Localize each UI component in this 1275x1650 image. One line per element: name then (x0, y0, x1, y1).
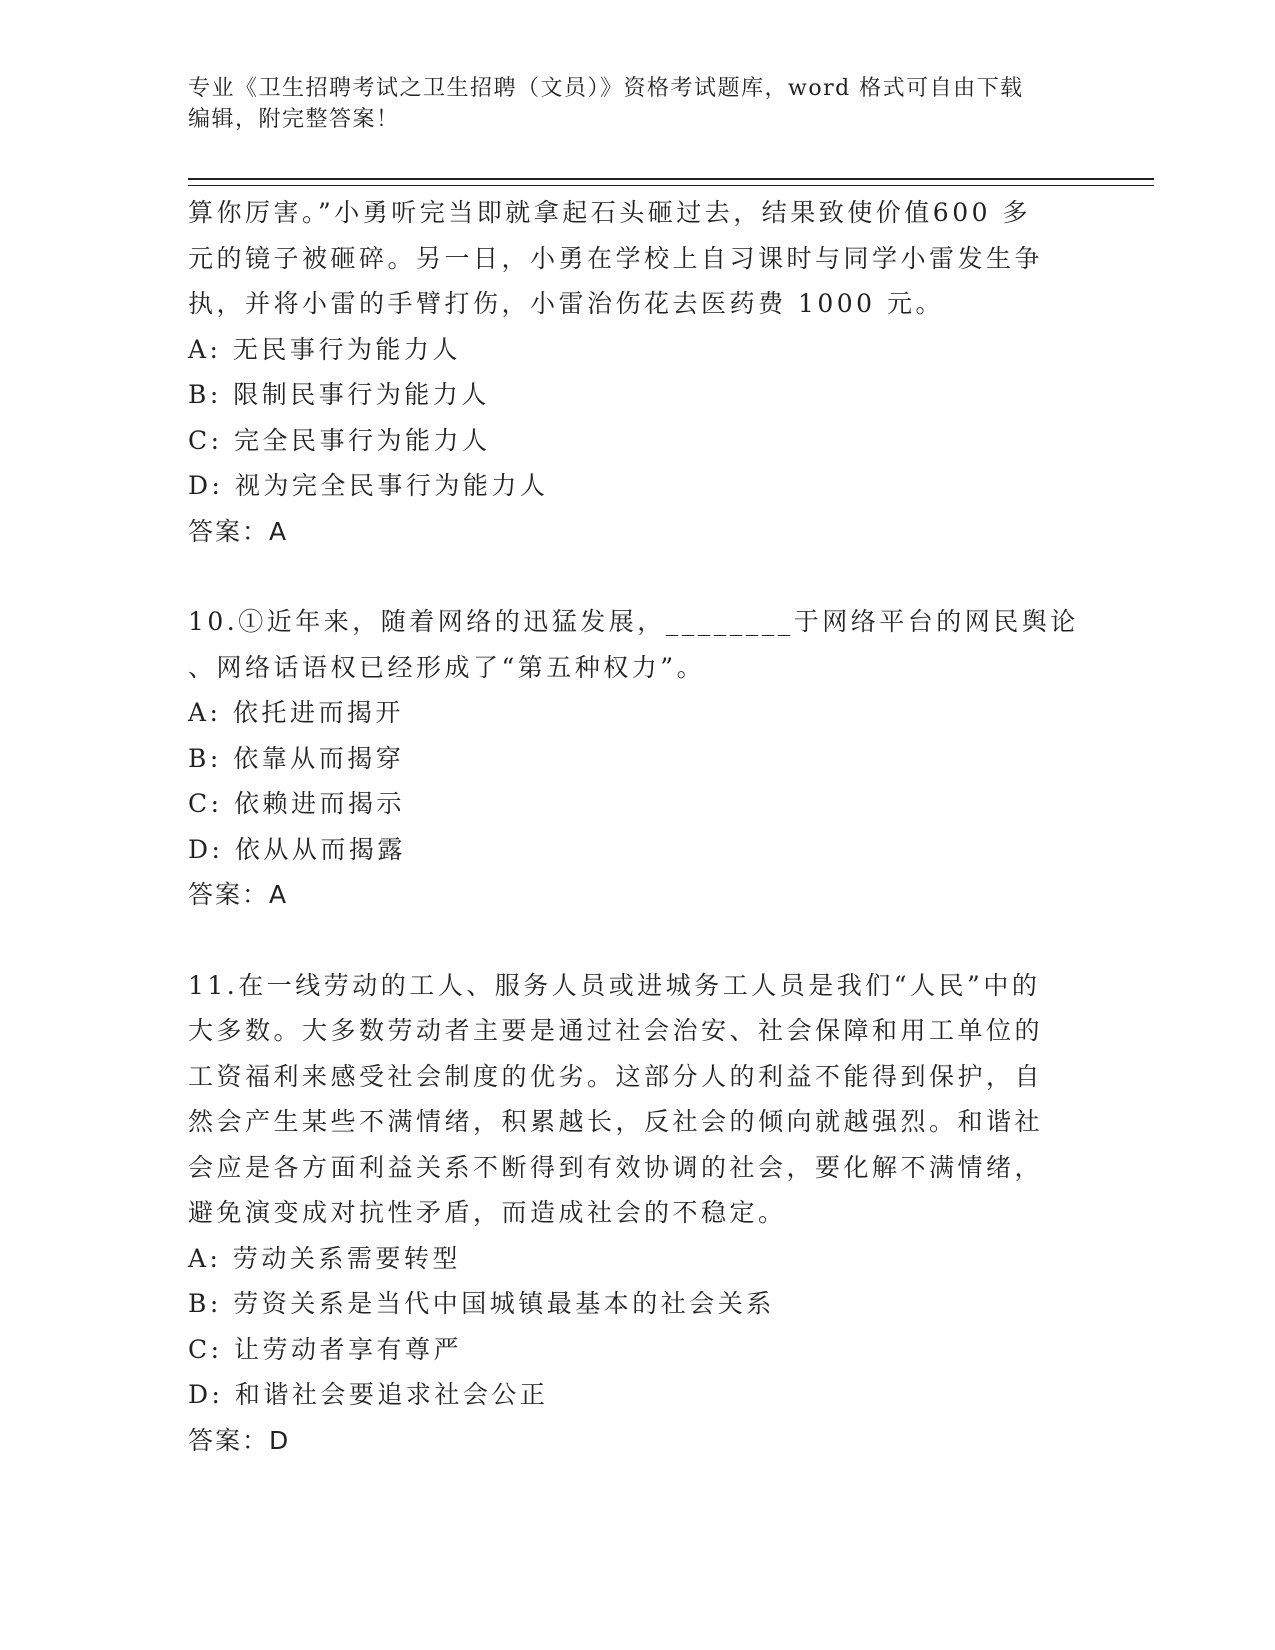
question-9 (188, 190, 1088, 554)
question-text-line: 工资福利来感受社会制度的优劣。这部分人的利益不能得到保护，自 (188, 1061, 1044, 1091)
option-a: A: 劳动关系需要转型 (188, 1243, 461, 1273)
header-title-line-1: 专业《卫生招聘考试之卫生招聘（文员）》资格考试题库，word 格式可自由下载 (188, 76, 1024, 101)
answer-label: 答案：A (188, 516, 289, 546)
option-d: D: 依从从而揭露 (188, 834, 406, 864)
question-text-line: 10.①近年来，随着网络的迅猛发展，________于网络平台的网民舆论 (188, 607, 1079, 636)
option-b: B: 劳资关系是当代中国城镇最基本的社会关系 (188, 1289, 775, 1318)
document-body (188, 190, 1088, 1463)
question-spacer (188, 918, 1088, 963)
question-spacer (188, 554, 1088, 599)
question-text-line: 然会产生某些不满情绪，积累越长，反社会的倾向就越强烈。和谐社 (188, 1107, 1044, 1136)
option-c: C: 让劳动者享有尊严 (188, 1334, 462, 1364)
option-b: B: 依靠从而揭穿 (188, 743, 405, 773)
option-a: A: 依托进而揭开 (188, 698, 404, 727)
option-a: A: 无民事行为能力人 (188, 334, 461, 364)
question-text-line: 会应是各方面利益关系不断得到有效协调的社会，要化解不满情绪， (188, 1152, 1044, 1182)
answer-label: 答案：D (188, 1425, 291, 1455)
header-divider (188, 178, 1154, 186)
question-10 (188, 599, 1088, 918)
question-text-line: 、网络话语权已经形成了“第五种权力”。 (188, 652, 706, 682)
question-text-line: 执，并将小雷的手臂打伤，小雷治伤花去医药费 1000 元。 (188, 289, 945, 318)
question-text-line: 避免演变成对抗性矛盾，而造成社会的不稳定。 (188, 1198, 787, 1227)
question-text-line: 大多数。大多数劳动者主要是通过社会治安、社会保障和用工单位的 (188, 1016, 1044, 1045)
option-c: C: 完全民事行为能力人 (188, 425, 491, 455)
option-b: B: 限制民事行为能力人 (188, 380, 490, 409)
header-title-line-2: 编辑，附完整答案！ (188, 107, 400, 132)
answer-label: 答案：A (188, 880, 289, 909)
question-text-line: 11.在一线劳动的工人、服务人员或进城务工人员是我们“人民”中的 (188, 970, 1041, 1000)
question-11 (188, 963, 1088, 1464)
question-text-line: 元的镜子被砸碎。另一日，小勇在学校上自习课时与同学小雷发生争 (188, 243, 1044, 273)
document-header (188, 73, 1088, 135)
option-d: D: 和谐社会要追求社会公正 (188, 1380, 549, 1409)
option-c: C: 依赖进而揭示 (188, 789, 405, 818)
option-d: D: 视为完全民事行为能力人 (188, 471, 549, 500)
question-text-line: 算你厉害。”小勇听完当即就拿起石头砸过去，结果致使价值600 多 (188, 198, 1031, 227)
